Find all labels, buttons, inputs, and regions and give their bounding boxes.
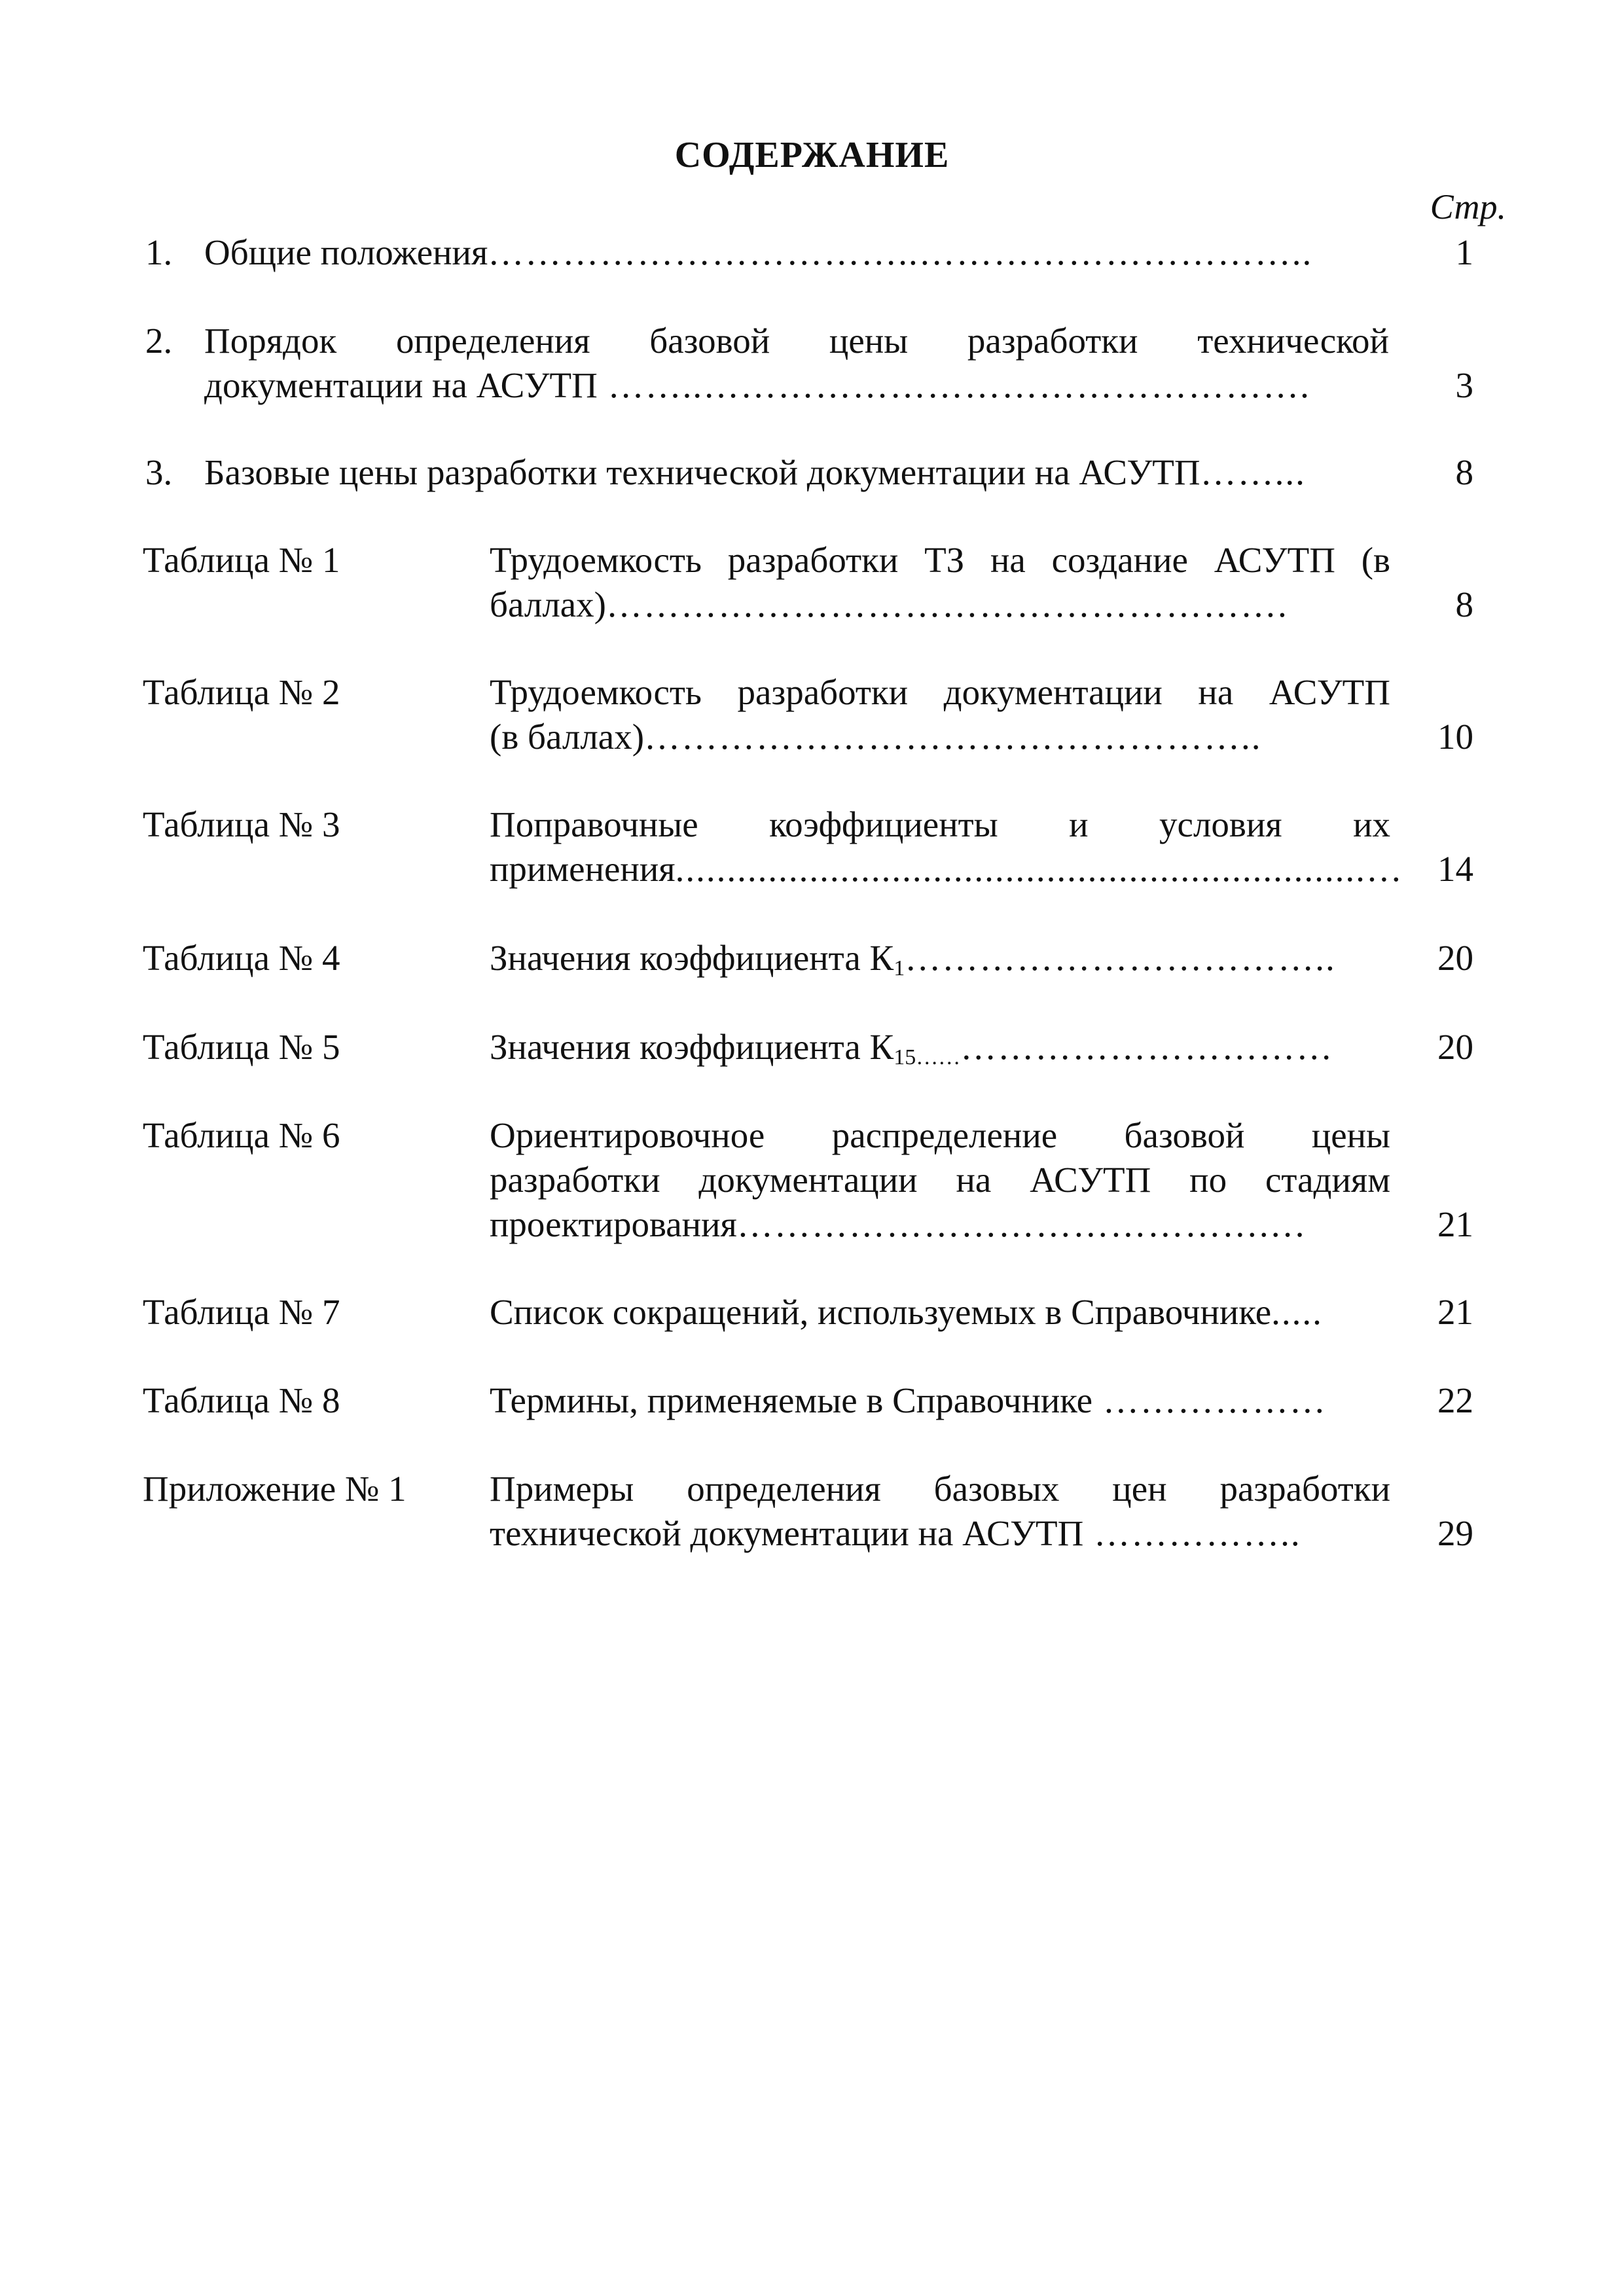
page-number: 20 [1437, 938, 1473, 978]
page-number: 14 [1437, 849, 1473, 889]
section-title: Общие положения……………………………..………………………….. [204, 232, 1313, 272]
entry-label: Таблица № 1 [143, 540, 340, 580]
entry-label: Таблица № 2 [143, 672, 340, 712]
entry-label: Таблица № 3 [143, 804, 340, 844]
page-number: 10 [1437, 717, 1473, 757]
entry-label: Таблица № 4 [143, 938, 340, 978]
entry-label: Таблица № 7 [143, 1292, 340, 1332]
page-number: 3 [1455, 365, 1473, 405]
page-number: 8 [1455, 584, 1473, 624]
entry-description: Термины, применяемые в Справочнике ……………… [490, 1380, 1327, 1420]
entry-description: Ориентировочное распределение базовой цены разработки документации на АСУТП по стадиям проектирования…………………………………….… [490, 1115, 1390, 1244]
entry-description: Значения коэффициента $К_1\dots\dots\dots\dots\dots\dots\dots\dots\dots\dots\dots$.. [490, 938, 1336, 980]
page-number: 8 [1455, 452, 1473, 492]
page-number: 22 [1437, 1380, 1473, 1420]
page-number: 29 [1437, 1513, 1473, 1553]
section-number: 3. [145, 452, 173, 492]
section-title: Порядок определения базовой цены разработки технической документации на АСУТП ……..…………………………………………. [204, 321, 1389, 405]
page-number: 21 [1437, 1204, 1473, 1244]
entry-description: Примеры определения базовых цен разработки технической документации на АСУТП …………….. [490, 1469, 1390, 1553]
page-number: 20 [1437, 1027, 1473, 1067]
page-number: 1 [1455, 232, 1473, 272]
entry-label: Таблица № 8 [143, 1380, 340, 1420]
entry-description: Трудоемкость разработки ТЗ на создание АСУТП (в баллах)………………………………………………. [490, 540, 1390, 624]
entry-description: Значения коэффициента $К_{15\dots\dots}\dots\dots\dots\dots\dots\dots\dots\dots\dots\dots$ [490, 1027, 1334, 1069]
page-column-header: Стр. [1430, 187, 1506, 226]
entry-label: Таблица № 6 [143, 1115, 340, 1155]
entry-label: Таблица № 5 [143, 1027, 340, 1067]
section-number: 2. [145, 321, 173, 361]
entry-description: Трудоемкость разработки документации на АСУТП (в баллах)………………………………………….. [490, 672, 1390, 757]
document-title: СОДЕРЖАНИЕ [674, 135, 950, 175]
section-title: Базовые цены разработки технической документации на АСУТП……... [204, 452, 1306, 492]
section-number: 1. [145, 232, 173, 272]
entry-description: Список сокращений, используемых в Справочнике..... [490, 1292, 1323, 1332]
entry-label: Приложение № 1 [143, 1469, 406, 1509]
page-number: 21 [1437, 1292, 1473, 1332]
entry-description: Поправочные коэффициенты и условия их применения...................................................................… [490, 804, 1403, 889]
